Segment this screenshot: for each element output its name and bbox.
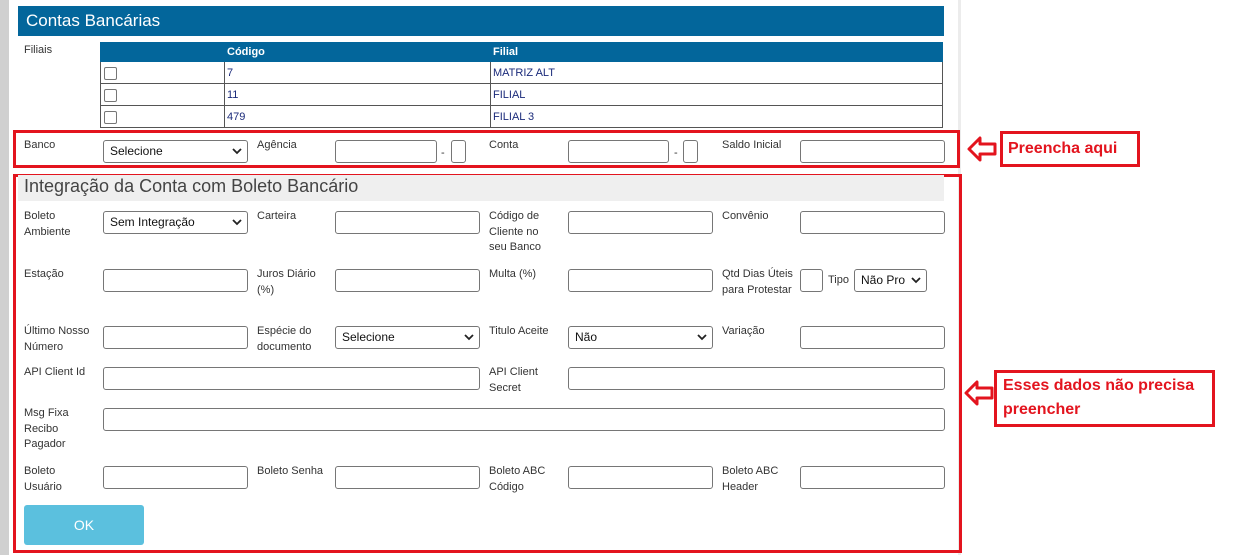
tipo-select-value: Não Pro (861, 273, 906, 287)
titulo-aceite-select[interactable] (568, 326, 713, 349)
row-checkbox-cell (101, 62, 225, 84)
tipo-label: Tipo (828, 274, 849, 286)
filiais-table (100, 42, 943, 128)
boleto-ambiente-label: Boleto Ambiente (24, 210, 71, 238)
ultimo-nosso-numero-input[interactable] (103, 326, 248, 349)
boleto-abc-header-input[interactable] (800, 466, 945, 489)
qtd-dias-input[interactable] (800, 269, 823, 292)
table-row (101, 62, 943, 84)
row-checkbox-cell (101, 106, 225, 128)
row-checkbox-cell (101, 84, 225, 106)
cell-filial: FILIAL 3 (491, 106, 943, 128)
integration-section-title: Integração da Conta com Boleto Bancário (18, 175, 944, 201)
multa-input[interactable] (568, 269, 713, 292)
convenio-input[interactable] (800, 211, 945, 234)
conta-label: Conta (489, 139, 519, 151)
table-row (101, 106, 943, 128)
variacao-input[interactable] (800, 326, 945, 349)
carteira-label: Carteira (257, 210, 297, 222)
agencia-digit-input[interactable] (451, 140, 466, 163)
arrow-left-icon (963, 377, 995, 409)
msg-fixa-label: Msg Fixa Recibo Pagador (24, 407, 69, 450)
column-header-checkbox (101, 43, 225, 62)
page-title: Contas Bancárias (18, 6, 944, 36)
boleto-senha-label: Boleto Senha (257, 465, 324, 477)
titulo-aceite-value: Não (575, 330, 598, 344)
api-client-secret-label: API Client Secret (489, 366, 538, 394)
cell-codigo: 479 (225, 106, 491, 128)
codigo-cliente-label: Código de Cliente no seu Banco (489, 210, 541, 253)
column-header-codigo: Código (225, 43, 491, 62)
banco-label: Banco (24, 139, 56, 151)
agencia-separator: - (441, 147, 445, 159)
juros-diario-label: Juros Diário (%) (257, 268, 316, 296)
boleto-ambiente-value: Sem Integração (110, 215, 195, 229)
convenio-label: Convênio (722, 210, 769, 222)
boleto-usuario-input[interactable] (103, 466, 248, 489)
banco-select[interactable] (103, 140, 248, 163)
table-header-row (101, 43, 943, 62)
chevron-down-icon (697, 331, 707, 343)
ok-button[interactable]: OK (24, 505, 144, 545)
banco-select-value: Selecione (110, 144, 163, 158)
msg-fixa-input[interactable] (103, 408, 945, 431)
chevron-down-icon (911, 274, 921, 286)
table-row (101, 84, 943, 106)
conta-separator: - (674, 147, 678, 159)
estacao-label: Estação (24, 268, 64, 280)
boleto-senha-input[interactable] (335, 466, 480, 489)
boleto-abc-header-label: Boleto ABC Header (722, 465, 779, 493)
filiais-label: Filiais (24, 44, 53, 56)
carteira-input[interactable] (335, 211, 480, 234)
left-page-border (0, 0, 9, 555)
chevron-down-icon (232, 216, 242, 228)
juros-diario-input[interactable] (335, 269, 480, 292)
row-checkbox[interactable] (104, 111, 117, 124)
conta-input[interactable] (568, 140, 669, 163)
chevron-down-icon (464, 331, 474, 343)
api-client-id-label: API Client Id (24, 366, 86, 378)
conta-digit-input[interactable] (683, 140, 698, 163)
saldo-inicial-label: Saldo Inicial (722, 139, 782, 151)
ultimo-nosso-numero-label: Último Nosso Número (24, 325, 90, 353)
api-client-id-input[interactable] (103, 367, 480, 390)
titulo-aceite-label: Titulo Aceite (489, 325, 549, 337)
cell-codigo: 11 (225, 84, 491, 106)
boleto-ambiente-select[interactable] (103, 211, 248, 234)
arrow-left-icon (966, 133, 998, 165)
column-header-filial: Filial (491, 43, 943, 62)
annotation-no-need-to-fill: Esses dados não precisa preencher (994, 370, 1215, 427)
annotation-fill-here: Preencha aqui (1000, 131, 1140, 167)
saldo-inicial-input[interactable] (800, 140, 945, 163)
codigo-cliente-input[interactable] (568, 211, 713, 234)
cell-codigo: 7 (225, 62, 491, 84)
tipo-select[interactable] (854, 269, 927, 292)
row-checkbox[interactable] (104, 89, 117, 102)
boleto-usuario-label: Boleto Usuário (24, 465, 62, 493)
chevron-down-icon (232, 145, 242, 157)
cell-filial: FILIAL (491, 84, 943, 106)
multa-label: Multa (%) (489, 268, 537, 280)
row-checkbox[interactable] (104, 67, 117, 80)
agencia-label: Agência (257, 139, 297, 151)
especie-documento-label: Espécie do documento (257, 325, 312, 353)
boleto-abc-codigo-label: Boleto ABC Código (489, 465, 546, 493)
cell-filial: MATRIZ ALT (491, 62, 943, 84)
boleto-abc-codigo-input[interactable] (568, 466, 713, 489)
agencia-input[interactable] (335, 140, 437, 163)
variacao-label: Variação (722, 325, 765, 337)
api-client-secret-input[interactable] (568, 367, 945, 390)
qtd-dias-label: Qtd Dias Úteis para Protestar (722, 268, 793, 296)
especie-documento-select[interactable] (335, 326, 480, 349)
especie-documento-value: Selecione (342, 330, 395, 344)
estacao-input[interactable] (103, 269, 248, 292)
